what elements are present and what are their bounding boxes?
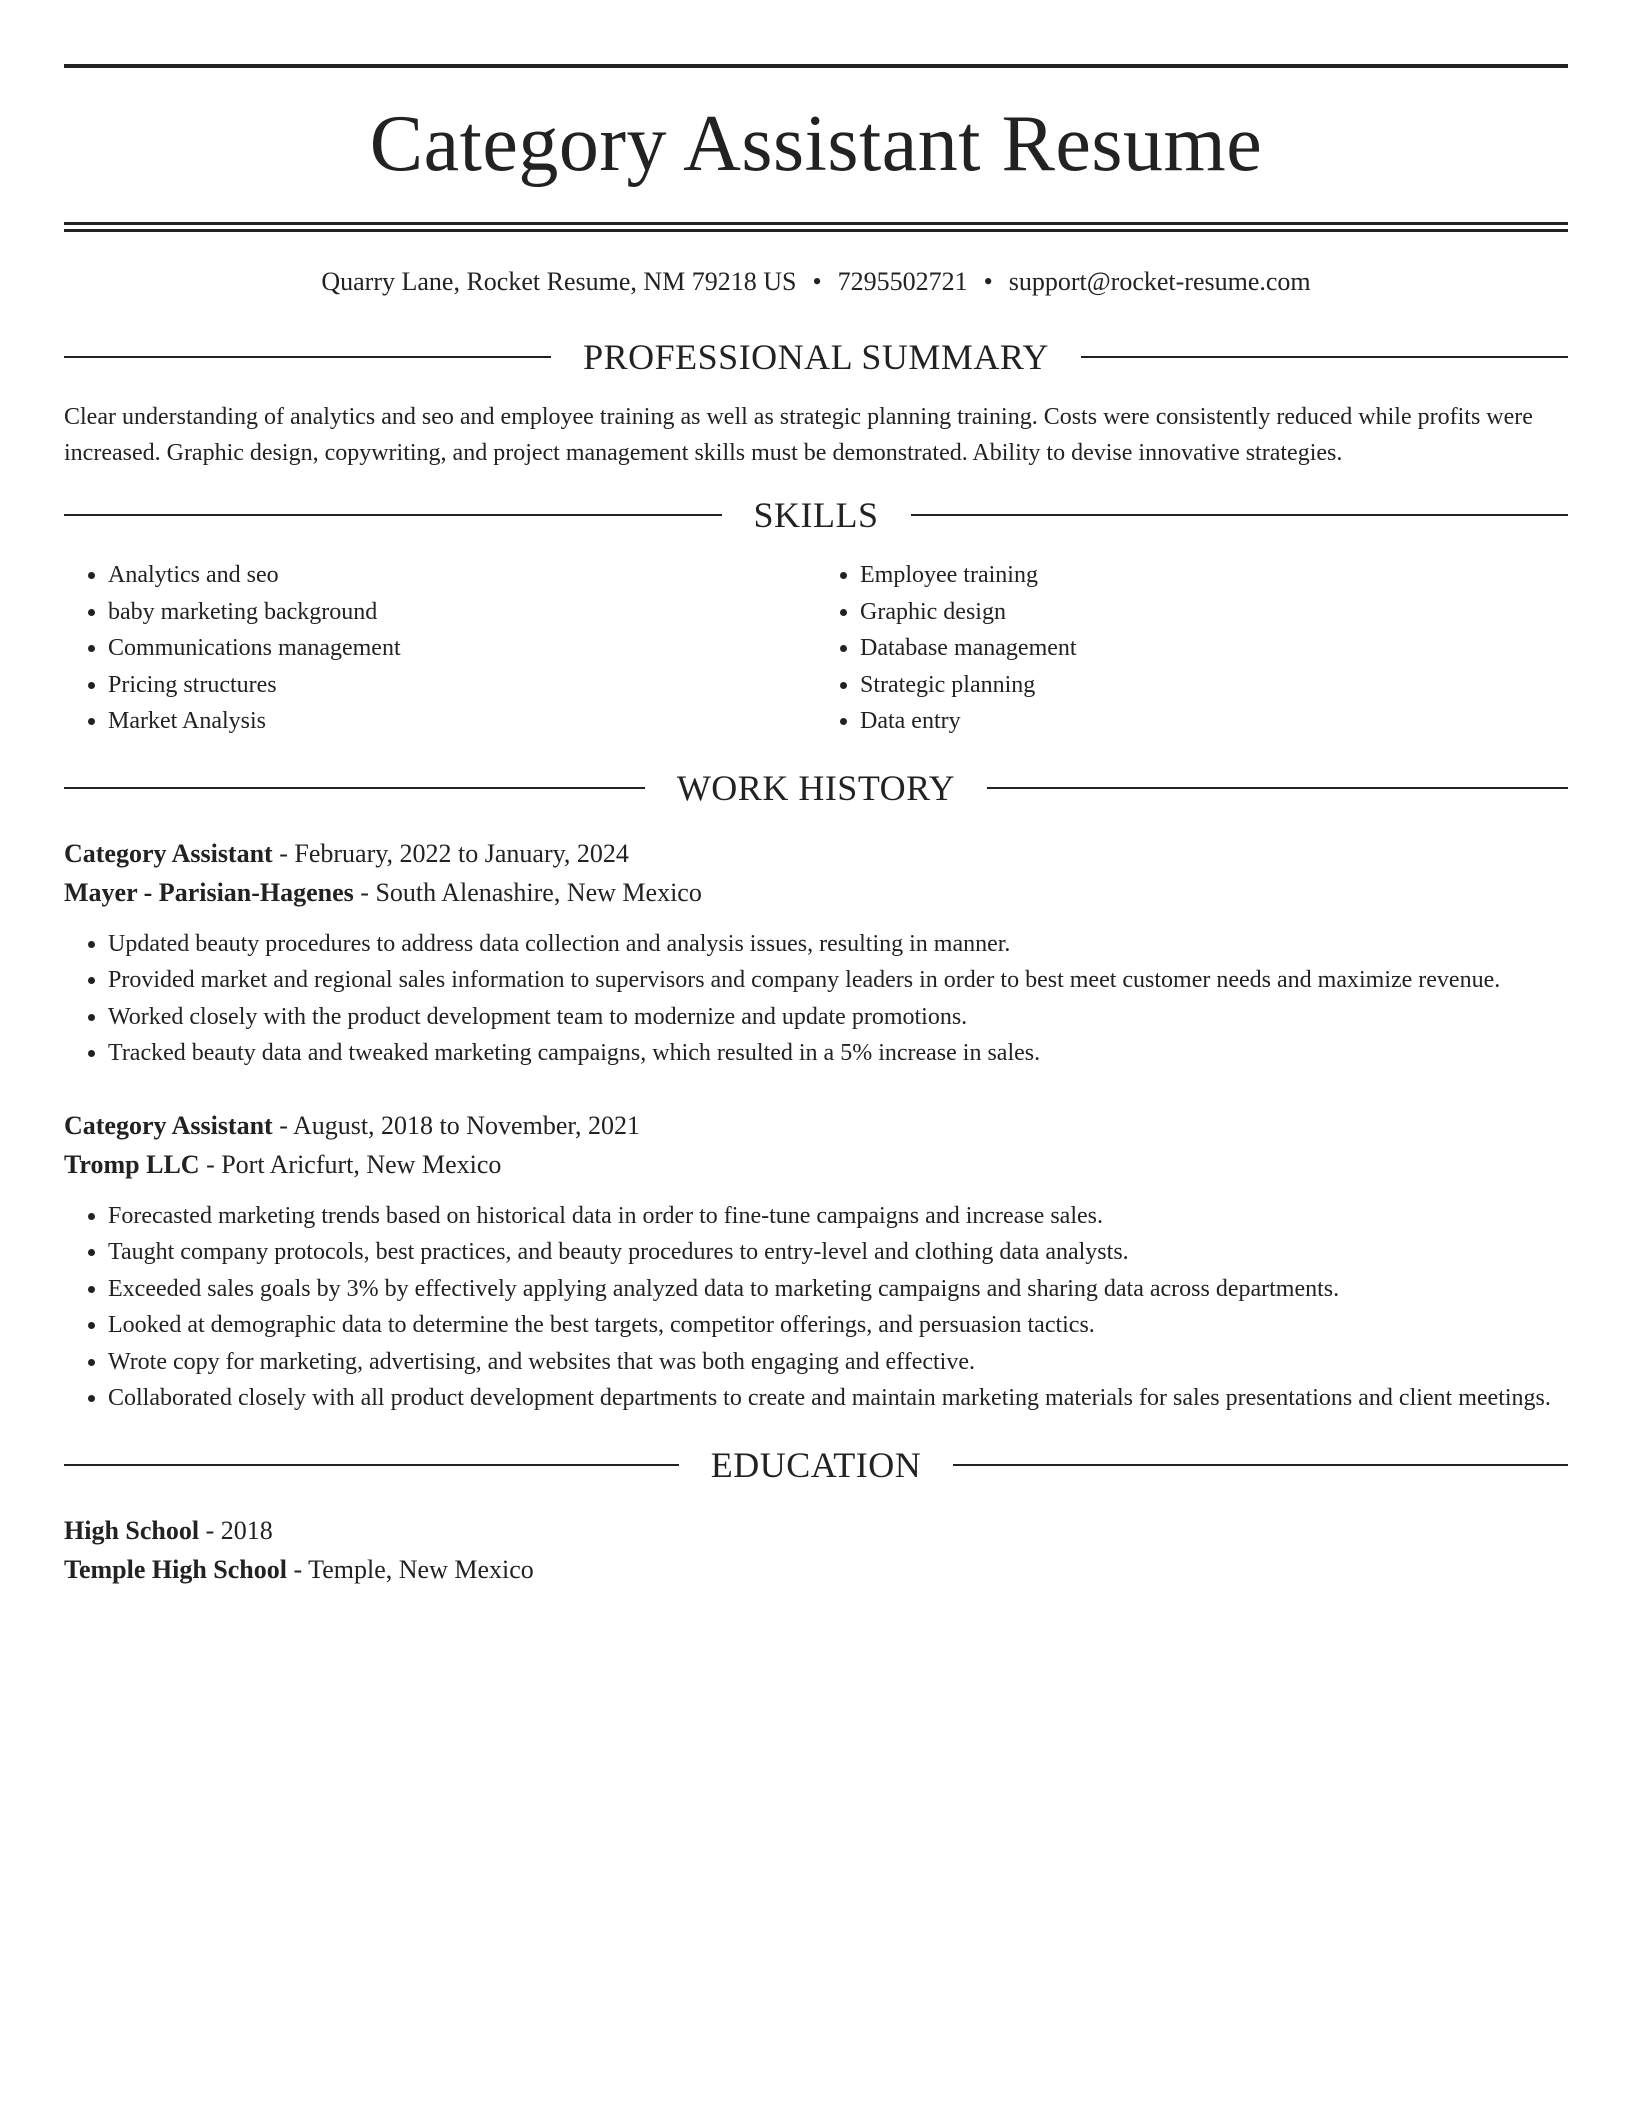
job-company: Mayer - Parisian-Hagenes <box>64 877 354 907</box>
job-bullet: • Looked at demographic data to determine the best targets, competitor offerings, and persuasion tactics. <box>108 1307 1568 1344</box>
education-location: - Temple, New Mexico <box>286 1554 534 1584</box>
skills-list <box>64 557 1568 740</box>
skill-item: • baby marketing background <box>108 594 816 631</box>
job-bullets <box>64 1198 1568 1417</box>
job-bullet: • Updated beauty procedures to address data collection and analysis issues, resulting in manner. <box>108 926 1568 963</box>
job-bullet: • Worked closely with the product development team to modernize and update promotions. <box>108 999 1568 1036</box>
contact-email: support@rocket-resume.com <box>1008 267 1311 296</box>
job-bullet: • Exceeded sales goals by 3% by effectively applying analyzed data to marketing campaigns and sharing data across departments. <box>108 1271 1568 1308</box>
skill-item: • Database management <box>860 630 1568 667</box>
section-rule-right <box>1081 356 1568 358</box>
skill-item: • Analytics and seo <box>108 557 816 594</box>
job-bullets <box>64 926 1568 1072</box>
summary-section-header <box>64 335 1568 379</box>
page-title: Category Assistant Resume <box>369 100 1263 188</box>
education-school: Temple High School <box>64 1554 287 1584</box>
section-rule-right <box>987 787 1568 789</box>
education-degree-line <box>64 1511 1568 1550</box>
skills-column-left <box>64 557 816 740</box>
section-rule-left <box>64 787 645 789</box>
summary-heading: PROFESSIONAL SUMMARY <box>583 337 1049 377</box>
job-title: Category Assistant <box>64 838 273 868</box>
contact-separator: • <box>812 267 822 296</box>
job-bullet: • Wrote copy for marketing, advertising, and websites that was both engaging and effective. <box>108 1344 1568 1381</box>
section-rule-left <box>64 356 551 358</box>
education-school-line <box>64 1550 1568 1589</box>
skills-section-header <box>64 493 1568 537</box>
skill-item: • Employee training <box>860 557 1568 594</box>
job-dates: - August, 2018 to November, 2021 <box>272 1110 640 1140</box>
top-rule <box>64 64 1568 68</box>
skill-item: • Market Analysis <box>108 703 816 740</box>
skill-item: • Pricing structures <box>108 667 816 704</box>
job-location: - South Alenashire, New Mexico <box>353 877 702 907</box>
contact-separator: • <box>983 267 993 296</box>
skill-item: • Graphic design <box>860 594 1568 631</box>
work-section-header <box>64 766 1568 810</box>
job-dates: - February, 2022 to January, 2024 <box>272 838 629 868</box>
job-bullet: • Taught company protocols, best practices, and beauty procedures to entry-level and clothing data analysts. <box>108 1234 1568 1271</box>
education-section-header <box>64 1443 1568 1487</box>
job-title-line <box>64 1106 1568 1145</box>
job-company-line <box>64 1145 1568 1184</box>
job-bullet: • Provided market and regional sales information to supervisors and company leaders in order to best meet customer needs and maximize revenue. <box>108 962 1568 999</box>
skills-heading: SKILLS <box>753 495 879 535</box>
work-entry <box>64 1106 1568 1417</box>
skill-item: • Data entry <box>860 703 1568 740</box>
education-entry <box>64 1511 1568 1589</box>
contact-address: Quarry Lane, Rocket Resume, NM 79218 US <box>321 267 797 296</box>
contact-line <box>64 265 1568 299</box>
section-rule-left <box>64 1464 679 1466</box>
contact-phone: 7295502721 <box>837 267 968 296</box>
job-location: - Port Aricfurt, New Mexico <box>199 1149 502 1179</box>
skill-item: • Communications management <box>108 630 816 667</box>
education-heading: EDUCATION <box>710 1444 922 1485</box>
job-bullet: • Collaborated closely with all product development departments to create and maintain marketing materials for sales presentations and client meetings. <box>108 1380 1568 1417</box>
work-heading: WORK HISTORY <box>676 767 956 808</box>
section-rule-right <box>911 514 1569 516</box>
skill-item: • Strategic planning <box>860 667 1568 704</box>
education-degree: High School <box>64 1515 200 1545</box>
section-rule-right <box>953 1464 1568 1466</box>
section-rule-left <box>64 514 722 516</box>
education-year: - 2018 <box>199 1515 273 1545</box>
summary-text: Clear understanding of analytics and seo and employee training as well as strategic planning training. Costs were consistently reduced while profits were increased. Graphic design, copywriting, and project management skills must be demonstrated. Ability to devise innovative strategies. <box>64 404 1533 466</box>
job-title: Category Assistant <box>64 1110 273 1140</box>
skills-column-right <box>816 557 1568 740</box>
resume-page <box>64 64 1568 1589</box>
job-bullet: • Forecasted marketing trends based on historical data in order to fine-tune campaigns and increase sales. <box>108 1198 1568 1235</box>
work-entry <box>64 834 1568 1072</box>
job-company: Tromp LLC <box>64 1149 200 1179</box>
title-double-rule <box>64 222 1568 232</box>
job-bullet: • Tracked beauty data and tweaked marketing campaigns, which resulted in a 5% increase in sales. <box>108 1035 1568 1072</box>
job-company-line <box>64 873 1568 912</box>
job-title-line <box>64 834 1568 873</box>
